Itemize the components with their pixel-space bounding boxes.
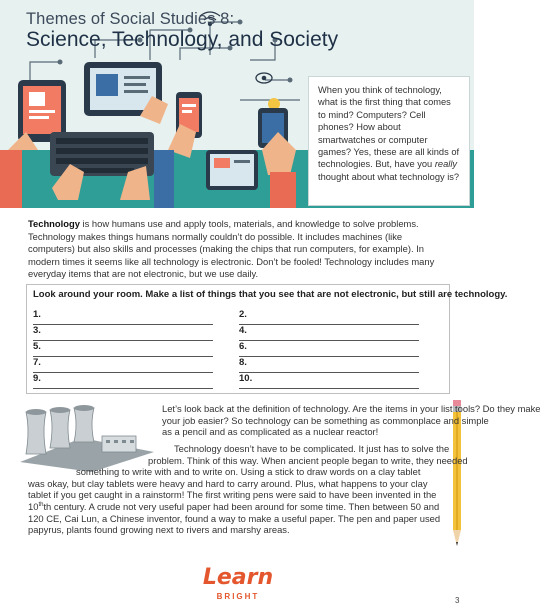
logo-word: Learn [202,565,274,590]
list-item[interactable]: 5. [33,341,213,357]
hand-with-device-icon [258,108,296,175]
list-item[interactable]: 8. [239,357,419,373]
body-line: papyrus, plants found growing next to rivers and marshy areas. [28,524,290,536]
logo-subword: BRIGHT [216,592,260,601]
activity-list-box [26,284,508,394]
activity-prompt: Look around your room. Make a list of things that you see that are not electronic, but still are technology. [33,289,508,300]
list-item[interactable]: 2. [239,309,419,325]
intro-callout [308,76,470,206]
page-number: 3 [455,596,460,605]
intro-text-start: When you think of technology, what is the first thing that comes to mind? Computers? Cell phones? How about smartwatches or computer games? Yes, these are all kinds of technologies. But, have you [318,85,460,170]
body-line-century: 10thth century. A crude not very useful paper had been around for some time. Then between 50 and [28,501,440,512]
nuclear-plant-illustration [12,402,162,472]
tablet-right-icon [206,150,258,190]
body-line: your job easier? So technology can be something as commonplace and simple [162,414,489,426]
body-line: 120 CE, Cai Lun, a Chinese inventor, found a way to make a useful paper. The pen and paper used [28,512,441,524]
list-item[interactable]: 4. [239,325,419,341]
tablet-center-icon [84,62,168,124]
phone-icon [168,92,202,158]
definition-text: is how humans use and apply tools, materials, and knowledge to solve problems. Technology makes things humans normally couldn’t do possible. It includes machines (like computers) but also skills and processes (making the chips that run computers, for example). In modern times it seems like all technology is electronic. Don’t be fooled! Technology includes many everyday items that are not electronic, but we use daily. [28,218,435,280]
list-item[interactable]: 9. [33,373,213,389]
body-line: something to write with and to write on. Using a stick to draw words on a clay tablet [76,466,421,478]
header-banner [0,0,474,208]
body-line: as a pencil and as complicated as a nuclear reactor! [162,426,379,438]
definition-term: Technology [28,218,80,229]
list-item[interactable]: 7. [33,357,213,373]
eye-icon [256,73,272,83]
learn-bright-logo [200,563,276,605]
intro-text-end: thought about what technology is? [318,171,460,182]
intro-emphasis: really [434,159,458,170]
list-item[interactable]: 6. [239,341,419,357]
list-item[interactable]: 3. [33,325,213,341]
page-title: Science, Technology, and Society [26,28,339,51]
body-line: was okay, but clay tablets were heavy and hard to carry around. Plus, what happens to your clay [28,477,428,489]
list-item[interactable]: 10. [239,373,419,389]
laptop-keyboard-icon [50,132,154,200]
body-line: Technology doesn’t have to be complicated. It just has to solve the [174,443,450,454]
body-line: Let’s look back at the definition of technology. Are the items in your list tools? Do they make [162,403,541,414]
body-line: tablet if you get caught in a rainstorm! The first writing pens were said to have been invented in the [28,489,437,501]
page-subtitle: Themes of Social Studies 8: [26,10,235,28]
body-line: problem. Think of this way. When ancient people began to write, they needed [148,454,468,466]
definition-paragraph [28,218,448,281]
list-item[interactable]: 1. [33,309,213,325]
